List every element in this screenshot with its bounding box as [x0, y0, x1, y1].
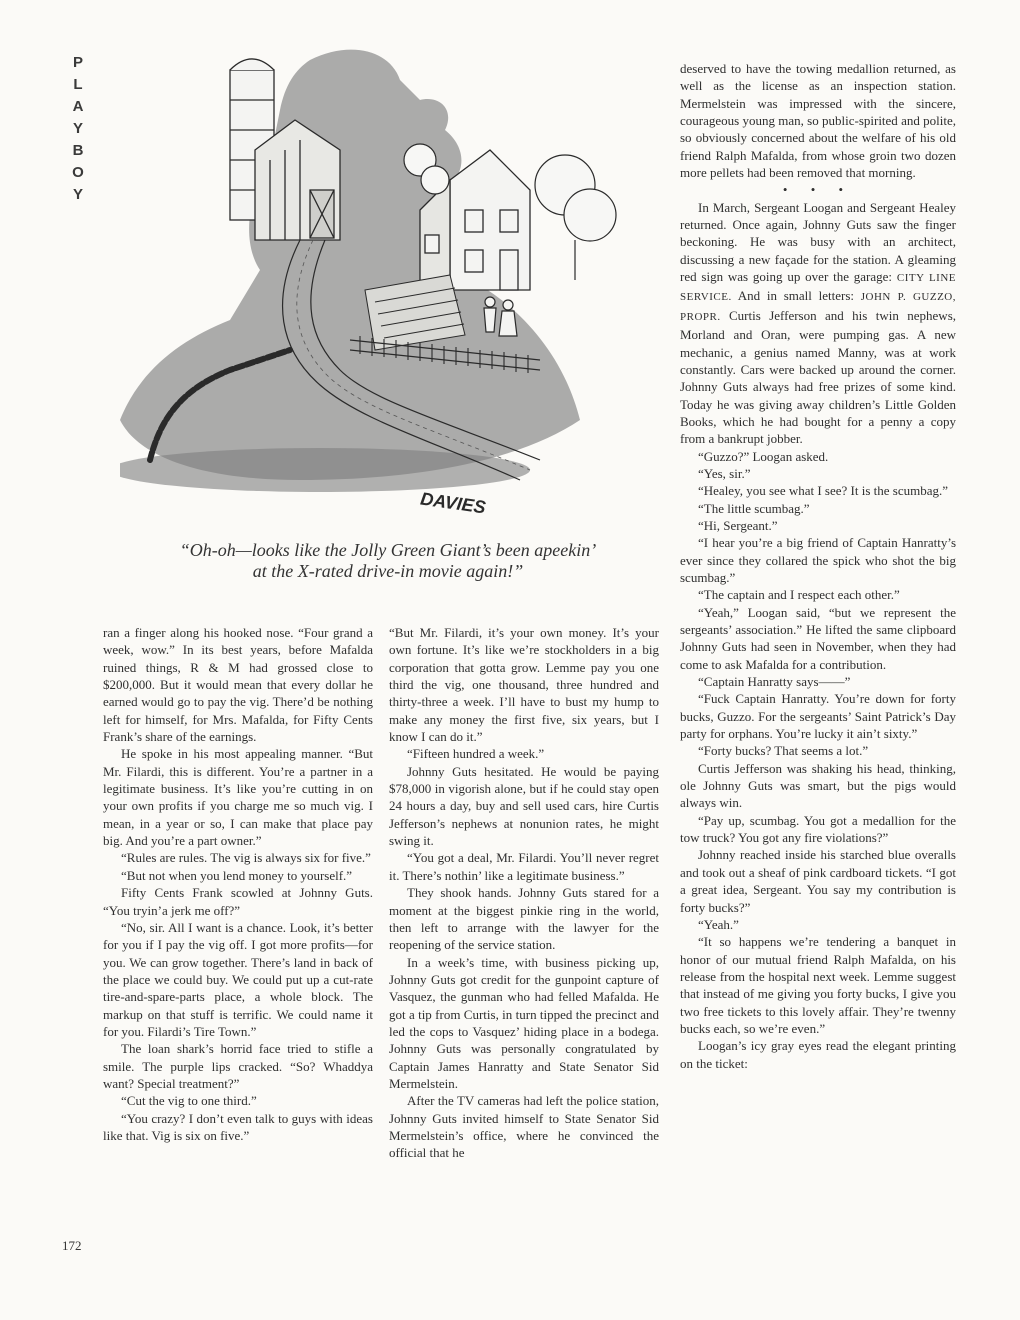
paragraph: [680, 199, 956, 448]
paragraph: “You crazy? I don’t even talk to guys with ideas like that. Vig is six on five.”: [103, 1110, 373, 1143]
article-column-2: [389, 624, 659, 1162]
paragraph: Loogan’s icy gray eyes read the elegant printing on the ticket:: [680, 1038, 956, 1071]
paragraph: “The little scumbag.”: [698, 500, 810, 516]
masthead: [58, 52, 98, 206]
paragraph: “The captain and I respect each other.”: [698, 587, 900, 603]
paragraph: After the TV cameras had left the police station, Johnny Guts invited himself to State Senator Sid Mermelstein’s office, where he convinced the official that he: [389, 1093, 659, 1161]
text-run: Curtis Jefferson and his twin nephews, Morland and Oran, were pumping gas. A new mechanic, a genius named Manny, was at work constantly. Cars were backed up around the corner. Johnny Guts always had free prizes of some kind. Today he was giving away children’s Little Golden Books, which he had bought for a penny a copy from a bankrupt jobber.: [680, 307, 957, 447]
paragraph: “Yes, sir.”: [698, 465, 751, 481]
paragraph: “But Mr. Filardi, it’s your own money. It’s your own fortune. It’s like we’re stockholders in a big corporation that gotta grow. Lemme pay you one third the vig, one thousand, three hundred and thirty-three a week. I’ll have to bust my hump to make any money the first five, six years, but I know I can do it.”: [389, 625, 659, 745]
paragraph: “Fuck Captain Hanratty. You’re down for forty bucks, Guzzo. For the sergeants’ Saint Patrick’s Day party for orphans. You’re lucky it ain’t sixty.”: [680, 691, 956, 742]
paragraph: “Cut the vig to one third.”: [121, 1093, 257, 1109]
cartoon-caption: [118, 540, 658, 582]
paragraph: “You got a deal, Mr. Filardi. You’ll never regret it. There’s nothin’ like a legitimate business.”: [389, 850, 659, 883]
text-run: And in small letters:: [737, 288, 854, 304]
paragraph: He spoke in his most appealing manner. “But Mr. Filardi, this is different. You’re a partner in a legitimate business. It’s like you’re cutting in on your own profits if you charge me so much vig. I mean, in a year or so, I can make that place pay big. And you’re a part owner.”: [103, 746, 373, 849]
cartoon-illustration: [120, 40, 650, 530]
owner-text: JOHN P. GUZZO, PROPR.: [680, 291, 957, 323]
paragraph: Curtis Jefferson was shaking his head, thinking, ole Johnny Guts was smart, but the pigs would always win.: [680, 760, 956, 811]
paragraph: In a week’s time, with business picking up, Johnny Guts got credit for the gunpoint capture of Vasquez, the gunman who had felled Mafalda. He got a tip from Curtis, in turn tipped the precinct and led the cops to Vasquez’ hiding place in a bodega. Johnny Guts was personally congratulated by Captain James Hanratty and State Senator Sid Mermelstein.: [389, 954, 659, 1091]
paragraph: “It so happens we’re tendering a banquet in honor of our mutual friend Ralph Mafalda, on his release from the hospital next week. Lemme suggest that instead of me giving you forty bucks, I give you two free tickets to this lovely affair. They’re twenny bucks each, so we’re even.”: [680, 934, 956, 1036]
paragraph: “Yeah,” Loogan said, “but we represent the sergeants’ association.” He lifted the same clipboard Johnny Guts had seen in November, when they had come to ask Mafalda for a contribution.: [680, 604, 956, 672]
paragraph: “Hi, Sergeant.”: [698, 517, 778, 533]
sign-text: CITY LINE SERVICE.: [680, 272, 956, 304]
text-run: In March, Sergeant Loogan and Sergeant Healey returned. Once again, Johnny Guts saw the finger beckoning. He was busy with an architect, discussing a new façade for the station. A gleaming red sign was going up over the garage:: [680, 199, 956, 285]
artist-signature: DAVIES: [419, 488, 487, 518]
paragraph: “Forty bucks? That seems a lot.”: [698, 743, 869, 759]
masthead-letter: B: [72, 142, 84, 159]
masthead-letter: P: [72, 54, 83, 71]
paragraph: “Pay up, scumbag. You got a medallion for the tow truck? You got any fire violations?”: [680, 812, 956, 846]
paragraph: Fifty Cents Frank scowled at Johnny Guts. “You tryin’a jerk me off?”: [103, 885, 373, 918]
paragraph: “Rules are rules. The vig is always six for five.”: [121, 850, 371, 866]
paragraph: Johnny reached inside his starched blue overalls and took out a sheaf of pink cardboard tickets. “I got a great idea, Sergeant. You say my contribution is forty bucks?”: [680, 847, 956, 915]
masthead-letter: Y: [72, 186, 83, 203]
masthead-letter: L: [73, 76, 83, 93]
masthead-letter: A: [72, 98, 84, 115]
paragraph: “Healey, you see what I see? It is the scumbag.”: [698, 483, 949, 499]
section-break: • • •: [782, 182, 854, 198]
paragraph: “Yeah.”: [698, 916, 739, 932]
paragraph: “No, sir. All I want is a chance. Look, it’s better for you if I pay the vig off. I got more profits—for you. We can grow together. There’s land in back of the place we could buy. We could put up a cut-rate tire-and-spare-parts place, a whole block. The markup on that stuff is terrific. We could name it for you. Filardi’s Tire Town.”: [103, 919, 373, 1039]
masthead-letter: O: [72, 164, 84, 181]
paragraph: “Fifteen hundred a week.”: [407, 746, 545, 762]
paragraph: Johnny Guts hesitated. He would be paying $78,000 in vigorish alone, but if he could stay open 24 hours a day, buy and sell used cars, hire Curtis Jefferson’s nephews at nonunion rates, he might swing it.: [389, 763, 659, 849]
paragraph: The loan shark’s horrid face tried to stifle a smile. The purple lips cracked. “So? Whaddya want? Special treatment?”: [103, 1041, 373, 1091]
article-column-3: [680, 60, 956, 1072]
page-number: 172: [62, 1238, 82, 1253]
caption-line: at the X-rated drive-in movie again!”: [252, 561, 524, 581]
paragraph: They shook hands. Johnny Guts stared for a moment at the biggest pinkie ring in the world, then left to arrange with the lawyer for the reopening of the service station.: [389, 885, 659, 953]
masthead-letter: Y: [72, 120, 83, 137]
article-column-1: [103, 624, 373, 1144]
paragraph: “I hear you’re a big friend of Captain Hanratty’s ever since they collared the spick who shot the big scumbag.”: [680, 535, 956, 585]
paragraph: “Guzzo?” Loogan asked.: [698, 448, 829, 464]
paragraph: ran a finger along his hooked nose. “Four grand a week, wow.” In its best years, before Mafalda ruined things, R & M had grossed close to $200,000. But it would mean that every dollar he earned would go to pay the vig. There’d be nothing left for himself, for Mrs. Mafalda, for Fifty Cents Frank’s share of the earnings.: [103, 625, 373, 745]
paragraph: “But not when you lend money to yourself.”: [121, 867, 353, 883]
caption-line: “Oh-oh—looks like the Jolly Green Giant’s been apeekin’: [179, 540, 597, 560]
paragraph: deserved to have the towing medallion returned, as well as the license as an inspection station. Mermelstein was impressed with the sincere, courageous young man, so public-spirited and polite, so obviously concerned about the welfare of his old friend Ralph Mafalda, from whose groin two dozen more pellets had been removed that morning.: [680, 61, 956, 181]
paragraph: “Captain Hanratty says——”: [698, 674, 851, 690]
